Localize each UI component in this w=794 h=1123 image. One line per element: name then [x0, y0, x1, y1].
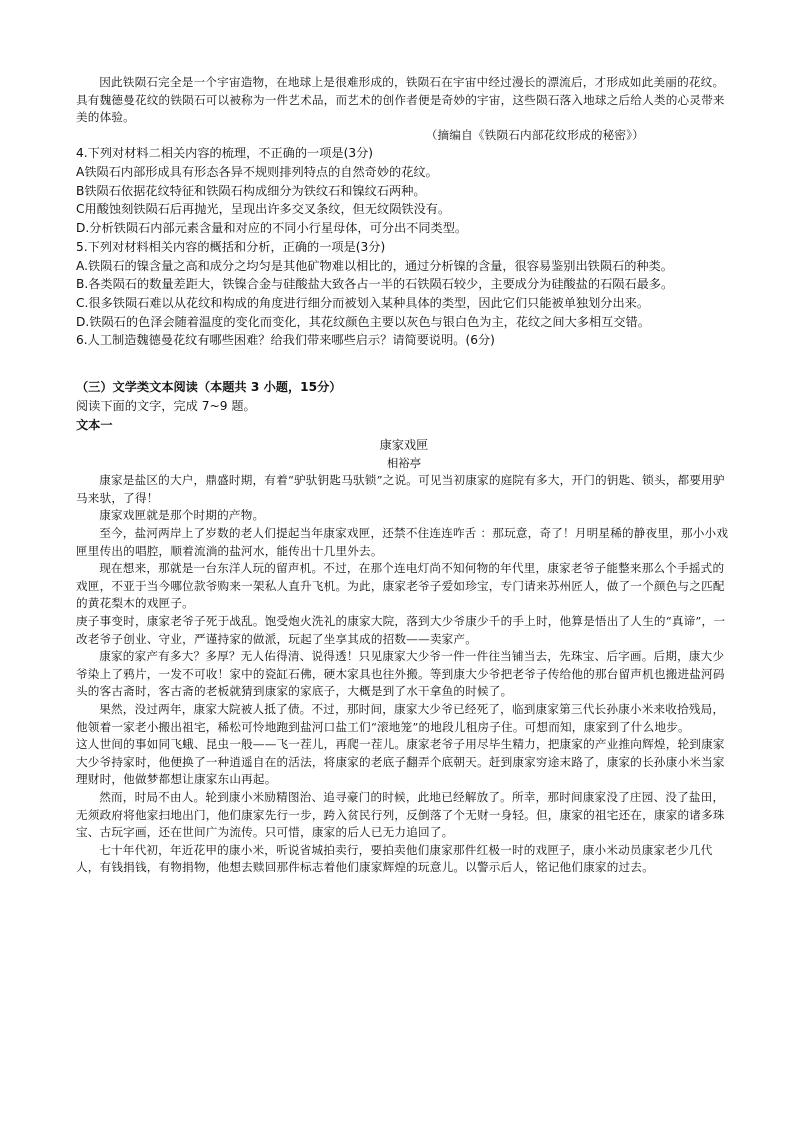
story-paragraph: 现在想来，那就是一台东洋人玩的留声机。不过，在那个连电灯尚不知何物的年代里，康家老爷子能整来那么个手摇式的戏匣，不亚于当今哪位款爷购来一架私人直升飞机。为此，康家老爷子爱如珍宝，专门请来苏州匠人，做了一个颜色与之匹配的黄花梨木的戏匣子。: [76, 561, 725, 611]
text-label: 文本一: [76, 417, 113, 432]
story-author: 相裕亭: [386, 456, 422, 471]
story-body: [76, 472, 732, 877]
story-title: 康家戏匣: [379, 438, 429, 453]
story-paragraph: 这人世间的事如同飞蛾、昆虫一般——飞一茬儿，再爬一茬儿。康家老爷子用尽毕生精力，把康家的产业推向辉煌，轮到康家大少爷持家时，他便换了一种逍遥自在的活法，将康家的老底子翻弄个底朝天。赶到康家穷途末路了，康家的长孙康小米当家理财时，他做梦都想让康家东山再起。: [76, 737, 725, 787]
question-6: [76, 331, 732, 350]
answer-option: B.各类陨石的数量差距大，铁镍合金与硅酸盐大致各占一半的石铁陨石较少，主要成分为硅酸盐的石陨石最多。: [76, 277, 674, 292]
story-paragraph: 康家的家产有多大？多厚？无人佑得清、说得透！只见康家大少爷一件一件往当铺当去，先珠宝、后字画。后期，康大少爷染上了鸦片，一发不可收！家中的瓷缸石佛，硬木家具也往外搬。等到康大少爷把老爷子传给他的那台留声机也搬进盐河码头的客古斋时，客古斋的老板就猜到康家的家底子，大概是到了水干拿鱼的时候了。: [76, 649, 725, 699]
story-paragraph: 然而，时局不由人。轮到康小米励精图治、追寻豪门的时候，此地已经解放了。所幸，那时间康家没了庄园、没了盐田，无须政府将他家扫地出门，他们康家先行一步，跨入贫民行列，反倒落了个无财一身轻。但，康家的祖宅还在，康家的诸多珠宝、古玩字画，还在世间广为流传。只可惜，康家的后人已无力追回了。: [76, 789, 725, 840]
story-paragraph: 至今，盐河两岸上了岁数的老人们提起当年康家戏匣，还禁不住连连咋舌 ：那玩意，奇了！月明星稀的静夜里，那小小戏匣里传出的唱腔，顺着流淌的盐河水，能传出十几里外去。: [76, 526, 729, 558]
answer-option: C.很多铁陨石难以从花纹和构成的角度进行细分而被划入某种具体的类型，因此它们只能被单独划分出来。: [76, 296, 650, 310]
section-heading: （三）文学类文本阅读（本题共 3 小题，15分）: [76, 380, 342, 395]
story-paragraph: 果然，没过两年，康家大院被人抵了债。不过，那时间，康家大少爷已经死了，临到康家第三代长孙康小米来收拾残局，他领着一家老小搬出祖宅，稀松可怜地跑到盐河口盐工们“滚地笼”的地段儿租房子住。可想而知，康家到了什么地步。: [76, 701, 725, 734]
story-paragraph: 康家是盐区的大户，鼎盛时期，有着“驴驮钥匙马驮锁”之说。可见当初康家的庭院有多大，开门的钥匙、锁头，都要用驴马来驮，了得！: [76, 473, 725, 505]
answer-option: A铁陨石内部形成具有形态各异不规则排列特点的自然奇妙的花纹。: [76, 165, 438, 180]
answer-option: A.铁陨石的镍含量之高和成分之均匀是其他矿物难以相比的，通过分析镍的含量，很容易鉴别出铁陨石的种类。: [76, 258, 673, 273]
story-paragraph: 七十年代初，年近花甲的康小米，听说省城拍卖行，要拍卖他们康家那件红极一时的戏匣子，康小米动员康家老少几代人，有钱捐钱，有物捐物，他想去赎回那件标志着他们康家辉煌的玩意儿。以警示后人，铭记他们康家的过去。: [76, 842, 713, 875]
answer-option: B铁陨石依据花纹特征和铁陨石构成细分为铁纹石和镍纹石两种。: [76, 183, 426, 198]
answer-option: D.铁陨石的色泽会随着温度的变化而变化，其花纹颜色主要以灰色与银白色为主，花纹之间大多相互交错。: [76, 314, 650, 329]
question-stem: 6.人工制造魏德曼花纹有哪些困难？给我们带来哪些启示？请简要说明。(6分): [76, 333, 495, 348]
document-page: [76, 74, 732, 877]
question-5: [76, 238, 732, 332]
question-stem: 4.下列对材料二相关内容的梳理，不正确的一项是(3分): [76, 146, 374, 161]
question-4: [76, 144, 732, 238]
story-paragraph: 康家戏匣就是那个时期的产物。: [99, 508, 265, 523]
material-source: （摘编自《铁陨石内部花纹形成的秘密》）: [425, 127, 644, 142]
question-stem: 5.下列对材料相关内容的概括和分析，正确的一项是(3分): [76, 239, 386, 254]
section-instruction: 阅读下面的文字，完成 7~9 题。: [76, 398, 256, 413]
answer-option: C用酸蚀刻铁陨石后再抛光，呈现出许多交叉条纹，但无纹陨铁没有。: [76, 202, 451, 217]
material-paragraph: 因此铁陨石完全是一个宇宙造物，在地球上是很难形成的，铁陨石在宇宙中经过漫长的漂流后，才形成如此美丽的花纹。具有魏德曼花纹的铁陨石可以被称为一件艺术品，而艺术的创作者便是奇妙的宇宙，这些陨石落入地球之后给人类的心灵带来美的体验。: [76, 75, 725, 125]
answer-option: D.分析铁陨石内部元素含量和对应的不同小行星母体，可分出不同类型。: [76, 221, 468, 236]
story-paragraph: 庚子事变时，康家老爷子死于战乱。饱受炮火洗礼的康家大院，落到大少爷康少千的手上时，他算是悟出了人生的“真谛”，一改老爷子创业、守业，严谨持家的做派，玩起了坐享其成的招数——卖家产。: [76, 613, 726, 646]
